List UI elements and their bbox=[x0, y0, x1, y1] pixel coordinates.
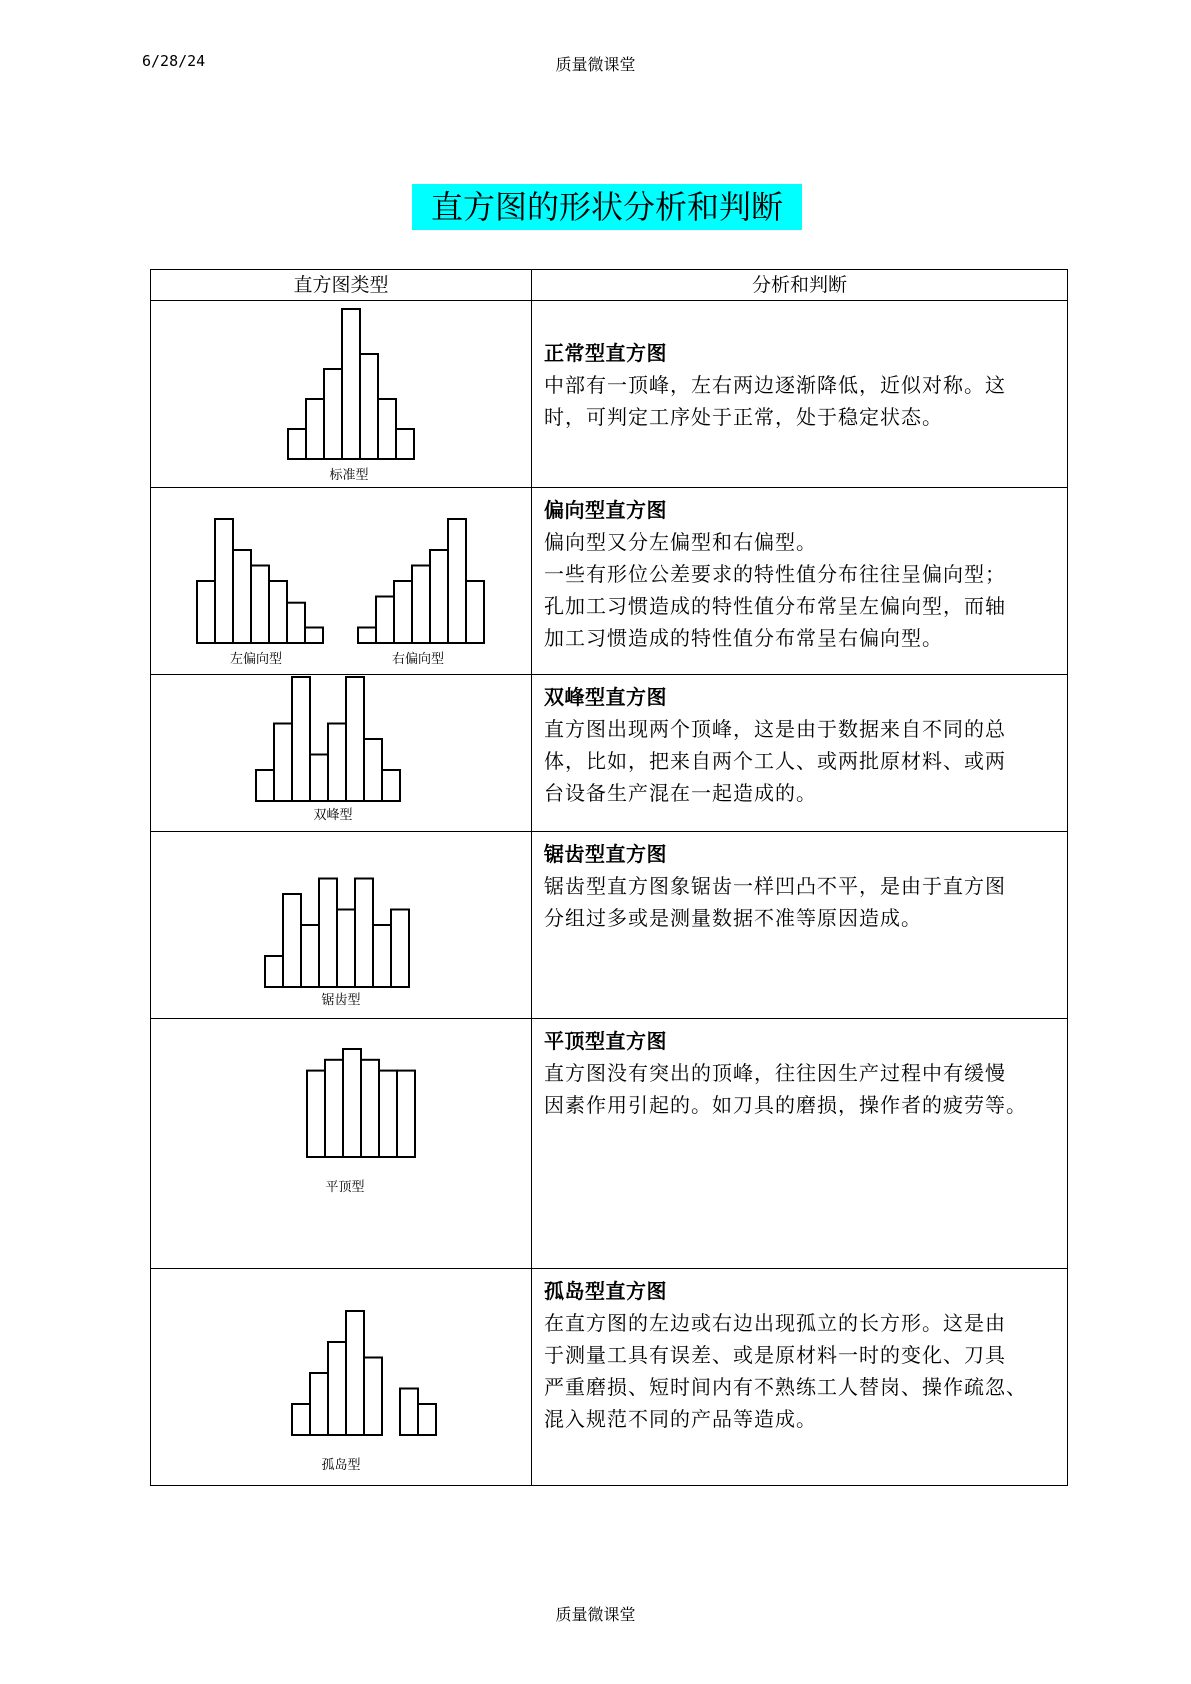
desc-line: 体，比如，把来自两个工人、或两批原材料、或两 bbox=[544, 749, 1006, 773]
histogram-bar bbox=[397, 1071, 415, 1157]
histogram-label: 双峰型 bbox=[313, 808, 353, 823]
col-header-type: 直方图类型 bbox=[151, 270, 532, 301]
histogram-bar bbox=[373, 925, 391, 987]
row-heading: 正常型直方图 bbox=[544, 341, 667, 365]
skewed-histogram bbox=[151, 488, 531, 674]
chart-cell bbox=[151, 675, 532, 832]
histogram-label: 孤岛型 bbox=[321, 1458, 361, 1473]
histogram-bar bbox=[346, 677, 364, 801]
histogram-bar bbox=[283, 894, 301, 987]
histogram-bar bbox=[215, 519, 233, 643]
histogram-bar bbox=[355, 879, 373, 988]
table-row bbox=[151, 301, 1068, 488]
histogram-bar bbox=[430, 550, 448, 643]
chart-cell bbox=[151, 1269, 532, 1486]
desc-line: 偏向型又分左偏型和右偏型。 bbox=[544, 530, 817, 554]
row-heading: 偏向型直方图 bbox=[544, 498, 667, 522]
histogram-bar bbox=[400, 1389, 418, 1436]
desc-line: 直方图没有突出的顶峰，往往因生产过程中有缓慢 bbox=[544, 1061, 1006, 1085]
histogram-bar bbox=[305, 628, 323, 644]
histogram-bar bbox=[324, 369, 342, 459]
histogram-bar bbox=[265, 956, 283, 987]
desc-line: 锯齿型直方图象锯齿一样凹凸不平，是由于直方图 bbox=[544, 874, 1006, 898]
histogram-bar bbox=[342, 309, 360, 459]
desc-line: 台设备生产混在一起造成的。 bbox=[544, 781, 817, 805]
histogram-bar bbox=[337, 910, 355, 988]
table-row bbox=[151, 1019, 1068, 1269]
histogram-label: 右偏向型 bbox=[391, 652, 445, 667]
normal-histogram bbox=[151, 301, 531, 487]
histogram-bar bbox=[328, 1342, 346, 1435]
desc-cell bbox=[532, 675, 1068, 832]
histogram-bar bbox=[358, 628, 376, 644]
histogram-label: 标准型 bbox=[329, 468, 369, 483]
histogram-bar bbox=[325, 1060, 343, 1157]
histogram-label: 锯齿型 bbox=[321, 993, 361, 1008]
histogram-bar bbox=[361, 1060, 379, 1157]
histogram-bar bbox=[394, 581, 412, 643]
sawtooth-histogram bbox=[151, 832, 531, 1018]
histogram-bar bbox=[256, 770, 274, 801]
histogram-bar bbox=[360, 354, 378, 459]
table-row bbox=[151, 488, 1068, 675]
row-heading: 双峰型直方图 bbox=[544, 685, 667, 709]
histogram-bar bbox=[346, 1311, 364, 1435]
histogram-bar bbox=[376, 597, 394, 644]
histogram-bar bbox=[319, 879, 337, 988]
histogram-bar bbox=[287, 603, 305, 643]
histogram-bar bbox=[391, 910, 409, 988]
histogram-bar bbox=[307, 1071, 325, 1157]
histogram-bar bbox=[412, 566, 430, 644]
table-header-row bbox=[151, 270, 1068, 301]
histogram-bar bbox=[310, 1373, 328, 1435]
histogram-bar bbox=[292, 1404, 310, 1435]
row-heading: 孤岛型直方图 bbox=[544, 1279, 667, 1303]
histogram-bar bbox=[251, 566, 269, 644]
histogram-bar bbox=[269, 581, 287, 643]
histogram-bar bbox=[343, 1049, 361, 1157]
col-header-analysis: 分析和判断 bbox=[532, 270, 1068, 301]
flat-top-histogram bbox=[151, 1019, 531, 1268]
histogram-bar bbox=[382, 770, 400, 801]
table-row bbox=[151, 832, 1068, 1019]
histogram-bar bbox=[288, 429, 306, 459]
chart-cell bbox=[151, 301, 532, 488]
desc-line: 因素作用引起的。如刀具的磨损，操作者的疲劳等。 bbox=[544, 1093, 1027, 1117]
desc-cell bbox=[532, 832, 1068, 1019]
histogram-bar bbox=[364, 1358, 382, 1436]
histogram-bar bbox=[292, 677, 310, 801]
bimodal-histogram bbox=[151, 675, 531, 831]
desc-line: 时，可判定工序处于正常，处于稳定状态。 bbox=[544, 405, 943, 429]
histogram-bar bbox=[328, 724, 346, 802]
desc-line: 直方图出现两个顶峰，这是由于数据来自不同的总 bbox=[544, 717, 1006, 741]
histogram-bar bbox=[418, 1404, 436, 1435]
desc-line: 中部有一顶峰，左右两边逐渐降低，近似对称。这 bbox=[544, 373, 1006, 397]
page-title: 直方图的形状分析和判断 bbox=[412, 184, 802, 230]
footer-title: 质量微课堂 bbox=[555, 1605, 636, 1624]
table-row bbox=[151, 1269, 1068, 1486]
header-date: 6/28/24 bbox=[142, 52, 206, 70]
island-histogram bbox=[151, 1269, 531, 1485]
histogram-label: 左偏向型 bbox=[229, 652, 283, 667]
desc-line: 加工习惯造成的特性值分布常呈右偏向型。 bbox=[544, 626, 943, 650]
desc-line: 一些有形位公差要求的特性值分布往往呈偏向型； bbox=[544, 562, 1006, 586]
row-heading: 锯齿型直方图 bbox=[544, 842, 667, 866]
header-title: 质量微课堂 bbox=[555, 55, 636, 74]
histogram-bar bbox=[197, 581, 215, 643]
chart-cell bbox=[151, 488, 532, 675]
table-row bbox=[151, 675, 1068, 832]
histogram-bar bbox=[233, 550, 251, 643]
desc-line: 分组过多或是测量数据不准等原因造成。 bbox=[544, 906, 922, 930]
desc-line: 在直方图的左边或右边出现孤立的长方形。这是由 bbox=[544, 1311, 1006, 1335]
desc-line: 孔加工习惯造成的特性值分布常呈左偏向型，而轴 bbox=[544, 594, 1006, 618]
desc-cell bbox=[532, 1269, 1068, 1486]
desc-cell bbox=[532, 1019, 1068, 1269]
desc-line: 严重磨损、短时间内有不熟练工人替岗、操作疏忽、 bbox=[544, 1375, 1027, 1399]
histogram-bar bbox=[396, 429, 414, 459]
chart-cell bbox=[151, 1019, 532, 1269]
histogram-bar bbox=[379, 1071, 397, 1157]
histogram-bar bbox=[310, 755, 328, 802]
histogram-bar bbox=[301, 925, 319, 987]
desc-line: 于测量工具有误差、或是原材料一时的变化、刀具 bbox=[544, 1343, 1006, 1367]
desc-cell bbox=[532, 488, 1068, 675]
histogram-bar bbox=[274, 724, 292, 802]
histogram-bar bbox=[466, 581, 484, 643]
histogram-table bbox=[150, 269, 1068, 1486]
histogram-bar bbox=[378, 399, 396, 459]
histogram-bar bbox=[448, 519, 466, 643]
row-heading: 平顶型直方图 bbox=[544, 1029, 667, 1053]
desc-cell bbox=[532, 301, 1068, 488]
histogram-label: 平顶型 bbox=[325, 1180, 365, 1195]
chart-cell bbox=[151, 832, 532, 1019]
histogram-bar bbox=[364, 739, 382, 801]
desc-line: 混入规范不同的产品等造成。 bbox=[544, 1407, 817, 1431]
histogram-bar bbox=[306, 399, 324, 459]
